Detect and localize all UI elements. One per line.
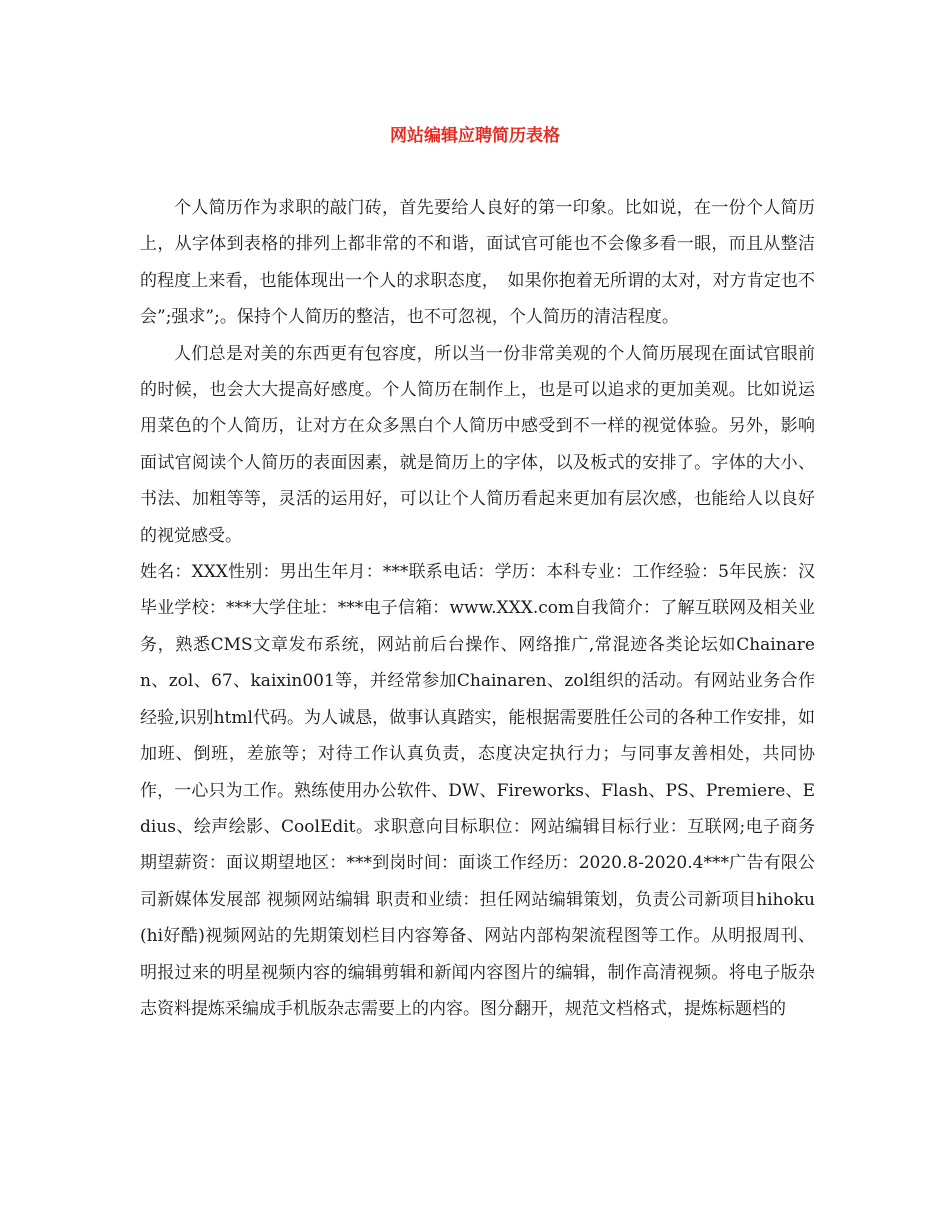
document-body <box>140 190 815 1027</box>
paragraph-resume-aesthetics: 人们总是对美的东西更有包容度，所以当一份非常美观的个人简历展现在面试官眼前的时候，也会大大提高好感度。个人简历在制作上，也是可以追求的更加美观。比如说运用菜色的个人简历，让对方在众多黑白个人简历中感受到不一样的视觉体验。另外，影响面试官阅读个人简历的表面因素，就是简历上的字体，以及板式的安排了。字体的大小、书法、加粗等等，灵活的运用好，可以让个人简历看起来更加有层次感，也能给人以良好的视觉感受。 <box>140 343 815 546</box>
paragraph-resume-first-impression: 个人简历作为求职的敲门砖，首先要给人良好的第一印象。比如说，在一份个人简历上，从字体到表格的排列上都非常的不和谐，面试官可能也不会像多看一眼，而且从整洁的程度上来看，也能体现出一个人的求职态度， 如果你抱着无所谓的太对，对方肯定也不会”;强求”;。保持个人简历的整洁，也不可忽视，个人简历的清洁程度。 <box>140 198 815 328</box>
document-title: 网站编辑应聘简历表格 <box>390 126 560 146</box>
paragraph-resume-details: 姓名：XXX性别：男出生年月：***联系电话：学历：本科专业：工作经验：5年民族：汉毕业学校：***大学住址：***电子信箱：www.XXX.com自我简介：了解互联网及相关业务，熟悉CMS文章发布系统，网站前后台操作、网络推广,常混迹各类论坛如Chainaren、zol、67、kaixin001等，并经常参加Chainaren、zol组织的活动。有网站业务合作经验,识别html代码。为人诚恳，做事认真踏实，能根据需要胜任公司的各种工作安排，如加班、倒班，差旅等；对待工作认真负责，态度决定执行力；与同事友善相处，共同协作，一心只为工作。熟练使用办公软件、DW、Fireworks、Flash、PS、Premiere、Edius、绘声绘影、CoolEdit。求职意向目标职位：网站编辑目标行业：互联网;电子商务期望薪资：面议期望地区：***到岗时间：面谈工作经历：2020.8-2020.4***广告有限公司新媒体发展部 视频网站编辑 职责和业绩：担任网站编辑策划，负责公司新项目hihoku(hi好酷)视频网站的先期策划栏目内容筹备、网站内部构架流程图等工作。从明报周刊、明报过来的明星视频内容的编辑剪辑和新闻内容图片的编辑，制作高清视频。将电子版杂志资料提炼采编成手机版杂志需要上的内容。图分翻开，规范文档格式，提炼标题档的 <box>140 562 815 1019</box>
